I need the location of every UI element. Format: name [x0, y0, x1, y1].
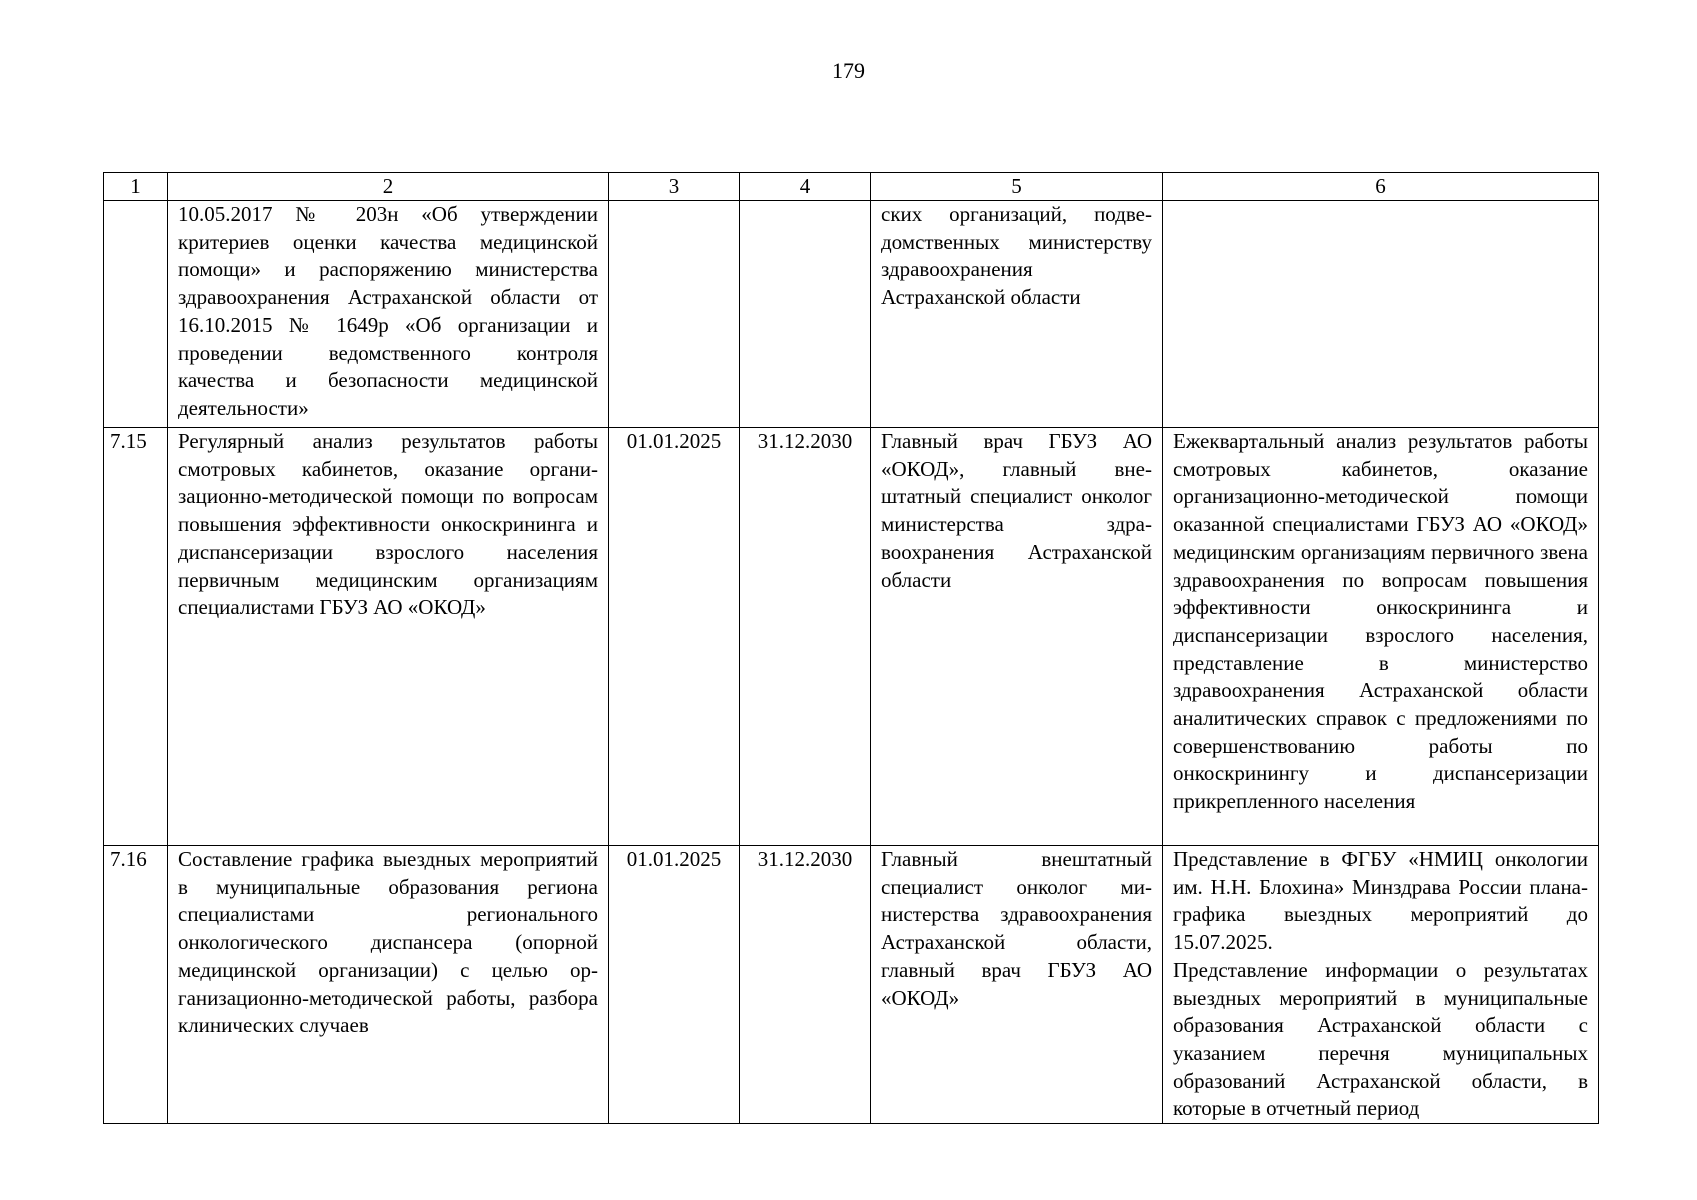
start-date-cell: 01.01.2025: [609, 428, 740, 846]
result-cell: [1163, 201, 1599, 428]
column-header: 6: [1163, 173, 1599, 201]
row-number-cell: 7.15: [104, 428, 168, 846]
row-number-cell: 7.16: [104, 846, 168, 1124]
responsible-cell: Главный врач ГБУЗ АО «ОКОД», главный внештатный специалист онколог министерства здравоохранения Астраханской области: [871, 428, 1163, 846]
end-date-cell: 31.12.2030: [740, 846, 871, 1124]
action-cell: 10.05.2017 № 203н «Об утверждении критериев оценки качества медицинской помощи» и распоряжению министерства здравоохранения Астраханской области от 16.10.2015 № 1649р «Об организации и проведении ведомственного контроля качества и безопасности медицинской деятельности»: [168, 201, 609, 428]
table-row: [104, 428, 1599, 846]
start-date-cell: [609, 201, 740, 428]
result-cell: Ежеквартальный анализ результатов работы смотровых кабинетов, оказание организационно-методической помощи оказанной специалистами ГБУЗ АО «ОКОД» медицинским организациям первичного звена здравоохранения по вопросам повышения эффективности онкоскрининга и диспансеризации взрослого населения, представление в министерство здравоохранения Астраханской области аналитических справок с предложениями по совершенствованию работы по онкоскринингу и диспансеризации прикрепленного населения: [1163, 428, 1599, 846]
action-cell: Составление графика выездных мероприятий в муниципальные образования региона специалистами регионального онкологического диспансера (опорной медицинской организации) с целью организационно-методической работы, разбора клинических случаев: [168, 846, 609, 1124]
responsible-cell: ских организаций, подведомственных министерству здравоохранения Астраханской области: [871, 201, 1163, 428]
result-cell: [1163, 846, 1599, 1124]
result-paragraph: Представление информации о результатах выездных мероприятий в муниципальные образования Астраханской области с указанием перечня муниципальных образований Астраханской области, в которые в отчетный период: [1173, 957, 1588, 1121]
column-header: 3: [609, 173, 740, 201]
column-header: 4: [740, 173, 871, 201]
table-header-row: [104, 173, 1599, 201]
column-header: 2: [168, 173, 609, 201]
responsible-cell: Главный внештатный специалист онколог министерства здравоохранения Астраханской области, главный врач ГБУЗ АО «ОКОД»: [871, 846, 1163, 1124]
column-header: 1: [104, 173, 168, 201]
result-paragraph: Представление в ФГБУ «НМИЦ онкологии им. Н.Н. Блохина» Минздрава России плана-графика выездных мероприятий до 15.07.2025.: [1173, 847, 1588, 955]
table-row: [104, 201, 1599, 428]
page-number: 179: [832, 58, 865, 83]
column-header: 5: [871, 173, 1163, 201]
end-date-cell: [740, 201, 871, 428]
table-row: [104, 846, 1599, 1124]
row-number-cell: [104, 201, 168, 428]
action-cell: Регулярный анализ результатов работы смотровых кабинетов, оказание организационно-методической помощи по вопросам повышения эффективности онкоскрининга и диспансеризации взрослого населения первичным медицинским организациям специалистами ГБУЗ АО «ОКОД»: [168, 428, 609, 846]
end-date-cell: 31.12.2030: [740, 428, 871, 846]
start-date-cell: 01.01.2025: [609, 846, 740, 1124]
plan-table: [103, 172, 1599, 1124]
